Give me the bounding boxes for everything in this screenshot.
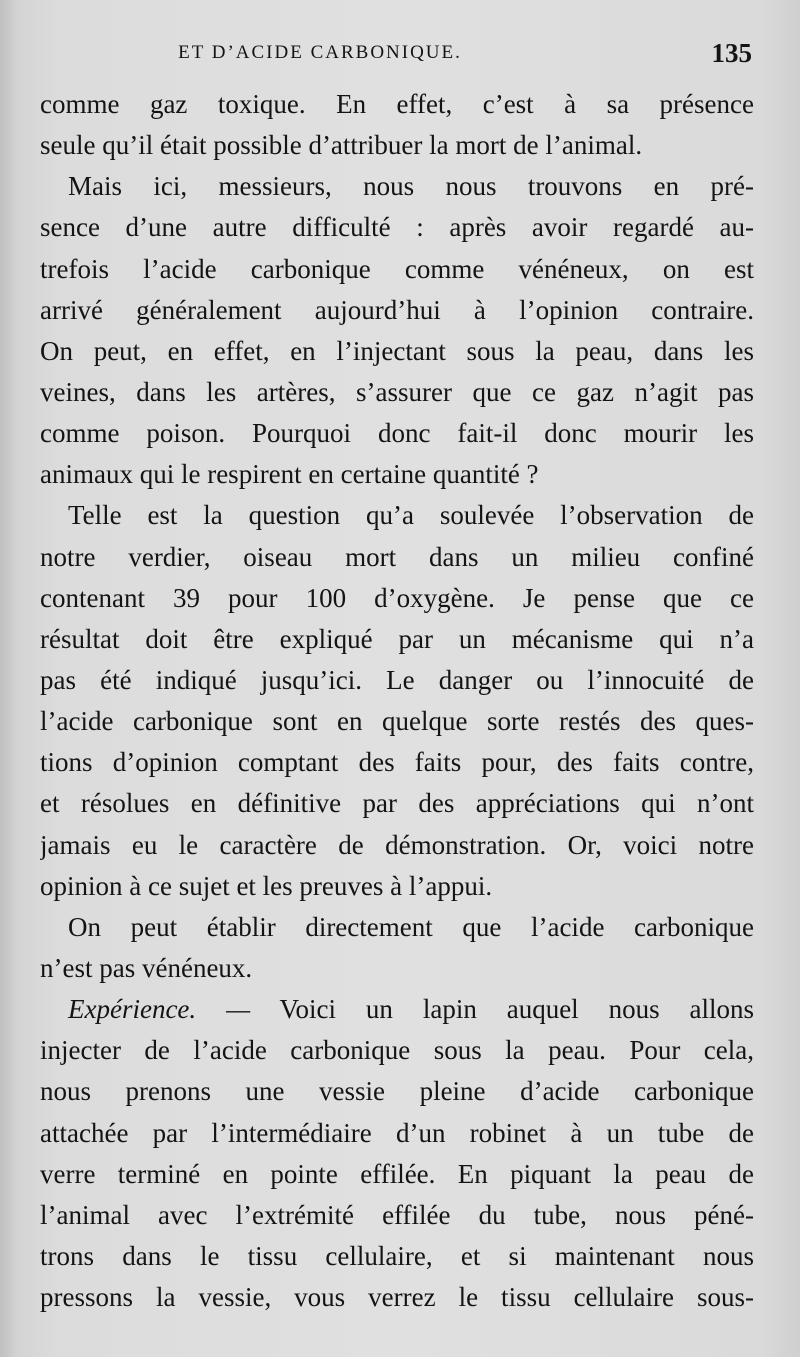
text-line: et résolues en définitive par des appréciations qui n’ont <box>40 788 754 819</box>
page-header <box>40 38 752 72</box>
body-text <box>40 84 754 1318</box>
text-line: On peut, en effet, en l’injectant sous la peau, dans les <box>40 335 754 366</box>
text-line: injecter de l’acide carbonique sous la peau. Pour cela, <box>40 1035 754 1066</box>
text-line: pressons la vessie, vous verrez le tissu cellulaire sous- <box>40 1282 754 1313</box>
experience-label: Expérience. — <box>68 994 251 1025</box>
text-line: l’acide carbonique sont en quelque sorte restés des ques- <box>40 706 754 737</box>
text-line: résultat doit être expliqué par un mécanisme qui n’a <box>40 623 754 654</box>
text-line: animaux qui le respirent en certaine quantité ? <box>40 459 539 490</box>
text-line: comme poison. Pourquoi donc fait-il donc mourir les <box>40 418 754 449</box>
text-line: verre terminé en pointe effilée. En piquant la peau de <box>40 1158 754 1189</box>
page-number: 135 <box>711 38 752 68</box>
text-line: comme gaz toxique. En effet, c’est à sa présence <box>40 89 754 119</box>
running-title: ET D’ACIDE CARBONIQUE. <box>178 42 462 63</box>
text-line: seule qu’il était possible d’attribuer la mort de l’animal. <box>40 130 643 161</box>
text-line: trons dans le tissu cellulaire, et si maintenant nous <box>40 1240 754 1271</box>
text-line: pas été indiqué jusqu’ici. Le danger ou l’innocuité de <box>40 664 754 695</box>
text-line: trefois l’acide carbonique comme vénéneux, on est <box>40 253 754 284</box>
text-line: veines, dans les artères, s’assurer que ce gaz n’agit pas <box>40 376 754 407</box>
text-line: contenant 39 pour 100 d’oxygène. Je pense que ce <box>40 582 754 613</box>
text-line: attachée par l’intermédiaire d’un robinet à un tube de <box>40 1117 754 1148</box>
text-line: nous prenons une vessie pleine d’acide carbonique <box>40 1076 754 1107</box>
text-line: On peut établir directement que l’acide carbonique <box>68 911 754 942</box>
text-line: n’est pas vénéneux. <box>40 952 253 983</box>
text-line: l’animal avec l’extrémité effilée du tube, nous péné- <box>40 1199 754 1230</box>
experience-text: Voici un lapin auquel nous allons <box>279 994 754 1025</box>
text-line: Mais ici, messieurs, nous nous trouvons en pré- <box>68 171 754 202</box>
text-line: opinion à ce sujet et les preuves à l’appui. <box>40 870 493 901</box>
experience-line <box>40 989 754 1030</box>
text-line: Telle est la question qu’a soulevée l’observation de <box>68 500 754 531</box>
text-line: jamais eu le caractère de démonstration. Or, voici notre <box>40 829 754 860</box>
text-line: arrivé généralement aujourd’hui à l’opinion contraire. <box>40 294 754 325</box>
text-line: tions d’opinion comptant des faits pour, des faits contre, <box>40 747 754 778</box>
text-line: notre verdier, oiseau mort dans un milieu confiné <box>40 541 754 572</box>
text-line: sence d’une autre difficulté : après avoir regardé au- <box>40 212 754 243</box>
